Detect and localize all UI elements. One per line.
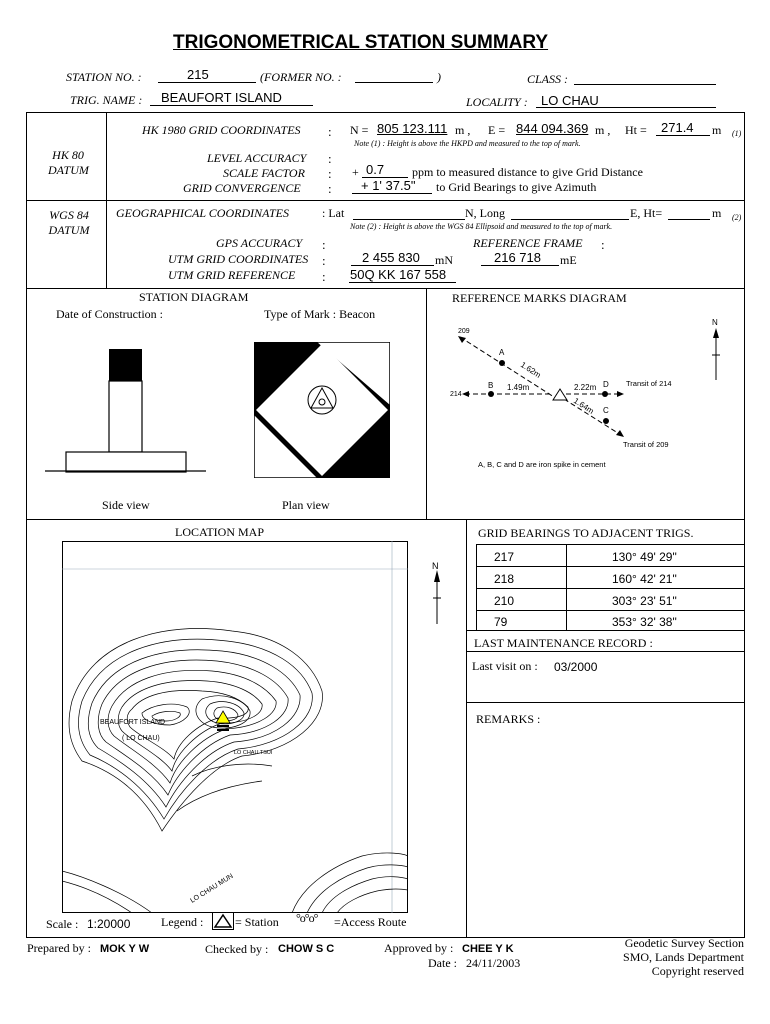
org-block: Geodetic Survey Section SMO, Lands Department Copyright reserved xyxy=(623,936,744,978)
table-row: 210 303° 23' 51" xyxy=(476,588,744,611)
ref-label-c: C xyxy=(603,406,609,415)
maintenance-title: LAST MAINTENANCE RECORD : xyxy=(474,636,653,650)
ref-marks-title: REFERENCE MARKS DIAGRAM xyxy=(452,291,627,305)
map-north-arrow xyxy=(428,558,448,628)
legend-station-text: = Station xyxy=(235,915,279,929)
table-row: 79 353° 32' 38" xyxy=(476,610,744,631)
hk80-datum-label: HK 80 DATUM xyxy=(48,148,89,177)
approved-by-label: Approved by : xyxy=(384,941,454,955)
wgs84-datum-label: WGS 84 DATUM xyxy=(48,208,90,237)
type-of-mark: Type of Mark : Beacon xyxy=(264,307,376,321)
location-map xyxy=(62,541,408,913)
ref-label-a: A xyxy=(499,348,505,357)
trig-name-label: TRIG. NAME : xyxy=(70,93,143,107)
n-label: N = xyxy=(350,123,369,137)
grid-convergence-label: GRID CONVERGENCE xyxy=(183,181,301,195)
locality-label: LOCALITY : xyxy=(466,95,528,109)
e-value: 844 094.369 xyxy=(516,121,589,136)
legend-label: Legend : xyxy=(161,915,204,929)
utm-ref-label: UTM GRID REFERENCE xyxy=(168,268,296,282)
note-ref-1: (1) xyxy=(732,129,742,138)
hk80-note: Note (1) : Height is above the HKPD and measured to the top of mark. xyxy=(354,139,581,148)
scale-label: Scale : xyxy=(46,917,79,931)
grid-bearings-title: GRID BEARINGS TO ADJACENT TRIGS. xyxy=(478,526,694,540)
legend-route-text: =Access Route xyxy=(334,915,407,929)
side-view-diagram xyxy=(40,340,220,480)
checked-by-value: CHOW S C xyxy=(278,943,335,955)
last-visit-label: Last visit on : xyxy=(472,659,538,673)
utm-ref-value: 50Q KK 167 558 xyxy=(350,267,447,282)
former-no-close: ) xyxy=(437,70,441,84)
map-island-sub: ( LO CHAU) xyxy=(122,735,160,742)
ref-transit-209: Transit of 209 xyxy=(623,440,669,449)
ref-transit-214: Transit of 214 xyxy=(626,379,672,388)
prepared-by-value: MOK Y W xyxy=(100,943,150,955)
ref-dist-164: 1.64m xyxy=(571,396,596,416)
n-value: 805 123.111 xyxy=(377,121,448,136)
scale-factor-value: 0.7 xyxy=(366,162,385,177)
grid-convergence-value: + 1' 37.5" xyxy=(361,178,416,193)
station-diagram-title: STATION DIAGRAM xyxy=(139,290,249,304)
last-visit-value: 03/2000 xyxy=(554,660,598,674)
svg-text:N: N xyxy=(432,561,439,571)
page-title: TRIGONOMETRICAL STATION SUMMARY xyxy=(173,32,549,53)
utm-n-value: 2 455 830 xyxy=(362,250,420,265)
ref-dist-149: 1.49m xyxy=(507,383,530,392)
locality-value: LO CHAU xyxy=(541,93,599,108)
map-locality: LO CHAU MUN xyxy=(189,872,235,905)
ref-label-b: B xyxy=(488,381,494,390)
scale-factor-label: SCALE FACTOR xyxy=(223,166,305,180)
ref-dist-222: 2.22m xyxy=(574,383,597,392)
gps-accuracy-label: GPS ACCURACY xyxy=(216,236,303,250)
ref-label-209: 209 xyxy=(458,328,470,335)
plan-view-diagram xyxy=(254,342,390,478)
side-view-label: Side view xyxy=(102,498,150,512)
ref-label-214: 214 xyxy=(450,391,462,398)
scale-value: 1:20000 xyxy=(87,917,131,931)
checked-by-label: Checked by : xyxy=(205,942,269,956)
legend-station-icon xyxy=(212,912,234,930)
station-no-value: 215 xyxy=(187,67,209,82)
map-peak-name: LO CHAU TSUI xyxy=(234,750,273,756)
ht-label: Ht = xyxy=(625,123,647,137)
ref-marks-diagram xyxy=(440,310,740,480)
utm-e-value: 216 718 xyxy=(494,250,541,265)
table-row: 218 160° 42' 21" xyxy=(476,566,744,589)
trig-name-value: BEAUFORT ISLAND xyxy=(161,90,282,105)
date-value: 24/11/2003 xyxy=(466,956,521,970)
hk80-grid-coords-label: HK 1980 GRID COORDINATES xyxy=(142,123,301,137)
ref-frame-label: REFERENCE FRAME xyxy=(473,236,583,250)
ht-value: 271.4 xyxy=(661,120,694,135)
ref-dist-162: 1.62m xyxy=(518,360,543,380)
former-no-label: (FORMER NO. : xyxy=(260,70,342,84)
e-label: E = xyxy=(488,123,506,137)
level-accuracy-label: LEVEL ACCURACY xyxy=(207,151,307,165)
utm-coords-label: UTM GRID COORDINATES xyxy=(168,252,309,266)
class-label: CLASS : xyxy=(527,72,569,86)
date-label: Date : xyxy=(428,956,457,970)
approved-by-value: CHEE Y K xyxy=(462,943,514,955)
note-ref-2: (2) xyxy=(732,213,742,222)
prepared-by-label: Prepared by : xyxy=(27,941,91,955)
table-row: 217 130° 49' 29" xyxy=(476,544,744,567)
station-no-label: STATION NO. : xyxy=(66,70,142,84)
ref-label-d: D xyxy=(603,380,609,389)
ref-north-label: N xyxy=(712,318,718,327)
wgs84-note: Note (2) : Height is above the WGS 84 Ellipsoid and measured to the top of mark. xyxy=(350,222,613,231)
geo-coords-label: GEOGRAPHICAL COORDINATES xyxy=(116,206,289,220)
ref-note: A, B, C and D are iron spike in cement xyxy=(478,460,606,469)
map-island-name: BEAUFORT ISLAND xyxy=(100,719,166,726)
location-map-title: LOCATION MAP xyxy=(175,525,265,539)
legend-route-icon: °o°o° xyxy=(296,911,318,925)
plan-view-label: Plan view xyxy=(282,498,330,512)
date-of-construction-label: Date of Construction : xyxy=(56,307,163,321)
remarks-title: REMARKS : xyxy=(476,712,541,726)
